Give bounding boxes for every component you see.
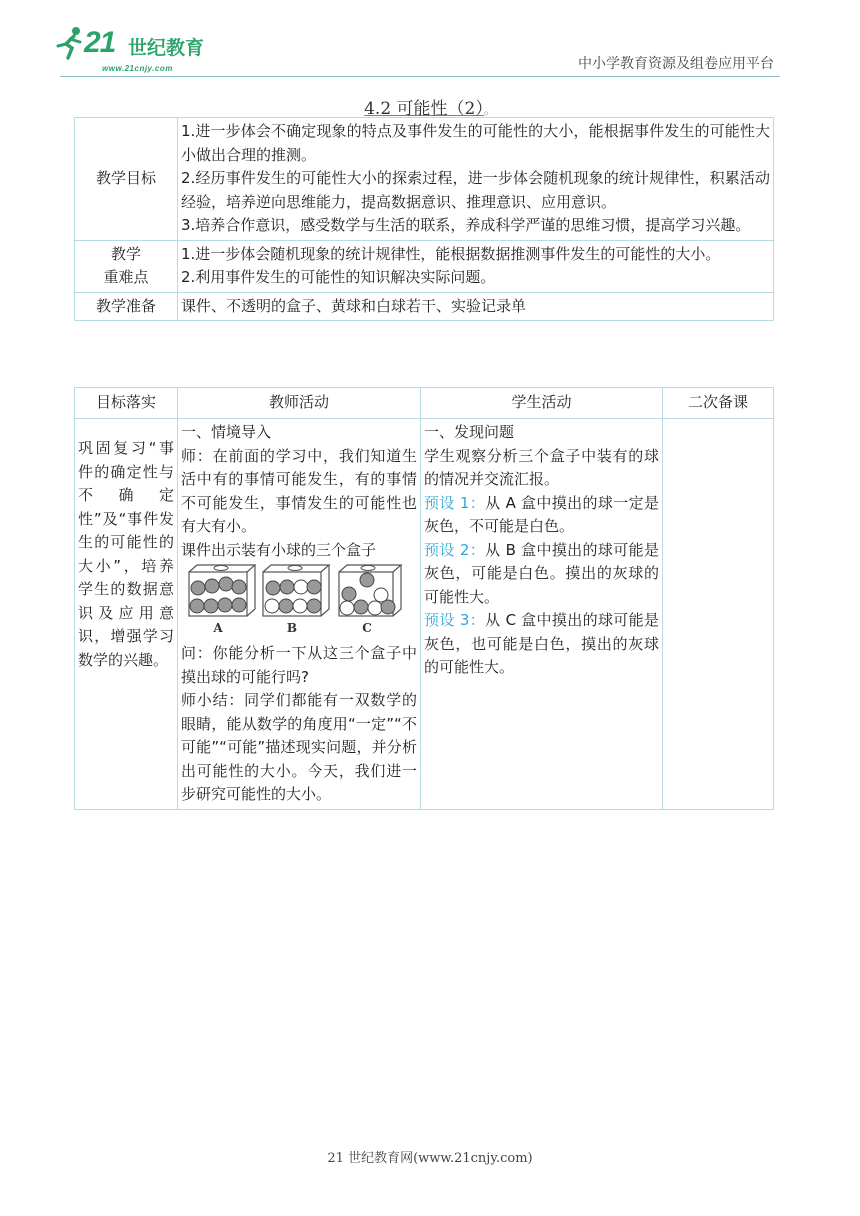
- goals-label: 教学目标: [75, 118, 178, 241]
- platform-name: 中小学教育资源及组卷应用平台: [578, 56, 774, 72]
- box-label-b: B: [286, 621, 298, 635]
- preset-text: 从 A 盒中摸出的球一定是灰色，不可能是白色。: [424, 493, 659, 535]
- preset-text: 从 B 盒中摸出的球可能是灰色，可能是白色。摸出的灰球的可能性大。: [424, 540, 660, 606]
- header-divider: [60, 76, 780, 77]
- logo-url: www.21cnjy.com: [102, 64, 173, 73]
- box-c-figure: [339, 565, 401, 616]
- header-teacher: 教师活动: [178, 388, 421, 419]
- preset-tag: 预设 2：: [424, 540, 486, 559]
- preset-item: [424, 492, 659, 539]
- goal-implementation-cell: 巩固复习“事件的确定性与不确定性”及“事件发生的可能性的大小”，培养学生的数据意识及应用意识，增强学习数学的兴趣。: [75, 419, 178, 810]
- title-mark: 。: [483, 103, 496, 117]
- ball-boxes-svg: [181, 562, 406, 642]
- key-points-cell: [178, 240, 774, 292]
- box-a-figure: [189, 565, 255, 616]
- runner-icon: [56, 26, 84, 60]
- preset-text: 从 C 盒中摸出的球可能是灰色，也可能是白色，摸出的灰球的可能性大。: [424, 611, 660, 676]
- student-paragraph: 学生观察分析三个盒子中装有的球的情况并交流汇报。: [424, 446, 659, 488]
- activity-header-row: [75, 388, 774, 419]
- goals-cell: [178, 118, 774, 241]
- key-label-line: 教学: [110, 244, 141, 263]
- teacher-paragraph: 师：在前面的学习中，我们知道生活中有的事情可能发生，有的事情不可能发生，事情发生的可能性也有大有小。: [181, 446, 417, 535]
- box-b-figure: [263, 565, 329, 616]
- header-goal: 目标落实: [75, 388, 178, 419]
- preset-tag: 预设 3：: [424, 611, 486, 629]
- student-section-title: 一、发现问题: [424, 423, 515, 441]
- preset-item: [424, 539, 659, 610]
- prep-label: 教学准备: [75, 292, 178, 321]
- activity-table: [74, 387, 774, 810]
- key-points-label: [75, 240, 178, 292]
- prep-row: [75, 292, 774, 321]
- teacher-activity-cell: [178, 419, 421, 810]
- teacher-paragraph: 课件出示装有小球的三个盒子: [181, 540, 377, 559]
- goal-item: 2.经历事件发生的可能性大小的探索过程，进一步体会随机现象的统计规律性，积累活动经验，培养逆向思维能力，提高数据意识、推理意识、应用意识。: [181, 169, 770, 211]
- lesson-title: 4.2 可能性（2）: [364, 99, 484, 119]
- header-revision: 二次备课: [663, 388, 774, 419]
- teacher-paragraph: 问：你能分析一下从这三个盒子中摸出球的可能行吗?: [181, 644, 417, 686]
- box-label-c: C: [362, 621, 372, 635]
- page-header: [0, 0, 860, 80]
- site-logo[interactable]: [62, 26, 237, 75]
- logo-number: 21: [84, 26, 116, 59]
- revision-cell: [663, 419, 774, 810]
- page-footer: 21 世纪教育网(www.21cnjy.com): [327, 1151, 533, 1166]
- ball-boxes-figure: [181, 562, 417, 642]
- lesson-info-table: [74, 117, 774, 321]
- student-activity-cell: [421, 419, 663, 810]
- box-label-a: A: [213, 621, 223, 635]
- goal-item: 1.进一步体会不确定现象的特点及事件发生的可能性的大小，能根据事件发生的可能性大小做出合理的推测。: [181, 122, 770, 164]
- activity-body-row: [75, 419, 774, 810]
- goal-item: 3.培养合作意识，感受数学与生活的联系，养成科学严谨的思维习惯，提高学习兴趣。: [181, 216, 751, 234]
- key-label-line: 重难点: [103, 268, 149, 286]
- teacher-paragraph: 师小结：同学们都能有一双数学的眼睛，能从数学的角度用“一定”“不可能”“可能”描述现实问题，并分析出可能性的大小。今天，我们进一步研究可能性的大小。: [181, 691, 417, 803]
- page-title: [0, 94, 860, 119]
- logo-text: 世纪教育: [128, 37, 205, 59]
- preset-item: [424, 609, 659, 680]
- prep-cell: 课件、不透明的盒子、黄球和白球若干、实验记录单: [178, 292, 774, 321]
- teacher-section-title: 一、情境导入: [181, 423, 272, 441]
- key-point-item: 2.利用事件发生的可能性的知识解决实际问题。: [181, 268, 496, 286]
- key-point-item: 1.进一步体会随机现象的统计规律性，能根据数据推测事件发生的可能性的大小。: [181, 244, 721, 263]
- preset-tag: 预设 1：: [424, 493, 486, 512]
- header-student: 学生活动: [421, 388, 663, 419]
- goals-row: [75, 118, 774, 241]
- key-points-row: [75, 240, 774, 292]
